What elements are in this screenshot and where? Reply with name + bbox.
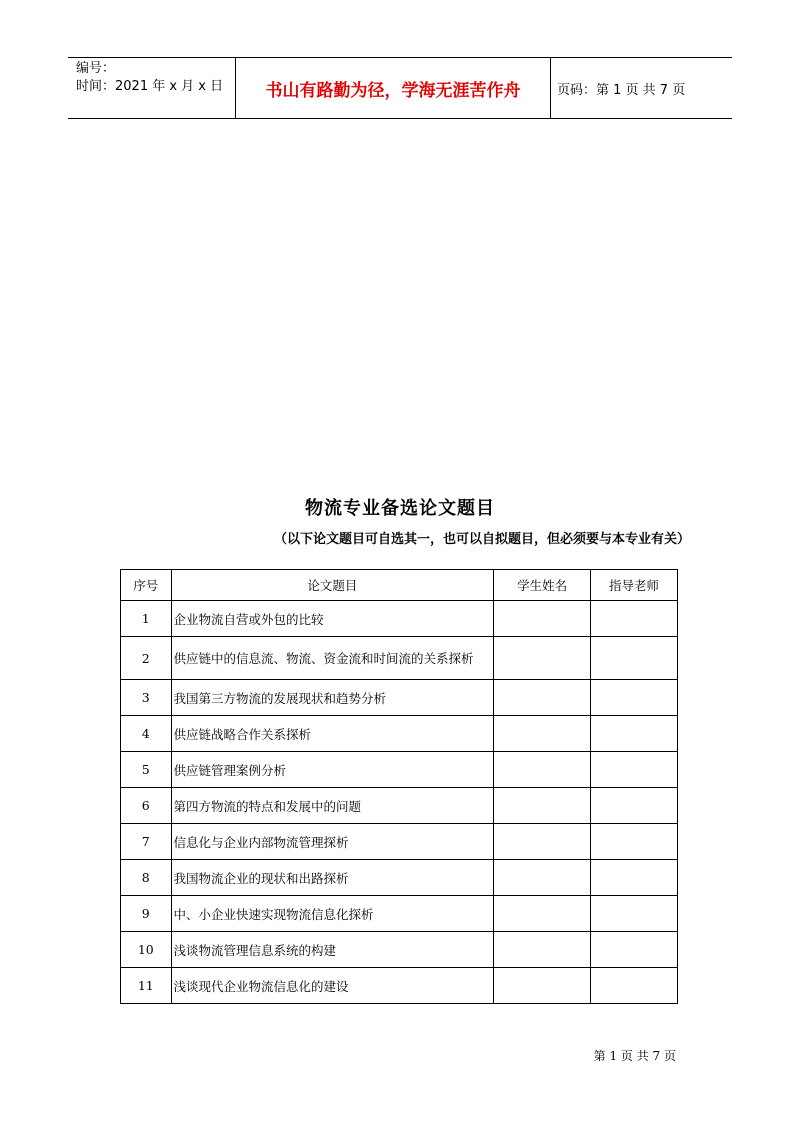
document-time-label: 时间：2021 年 x 月 x 日 (76, 79, 224, 94)
row-student (494, 932, 591, 968)
row-title: 供应链管理案例分析 (171, 752, 494, 788)
row-advisor (591, 896, 678, 932)
table-row (121, 601, 678, 637)
header-advisor: 指导老师 (591, 570, 678, 601)
topics-table (120, 569, 678, 1004)
row-title: 我国第三方物流的发展现状和趋势分析 (171, 680, 494, 716)
row-title: 信息化与企业内部物流管理探析 (171, 824, 494, 860)
document-number-label: 编号： (76, 61, 116, 76)
table-row (121, 896, 678, 932)
row-title: 我国物流企业的现状和出路探析 (171, 860, 494, 896)
table-row (121, 637, 678, 680)
header-number: 序号 (121, 570, 172, 601)
row-advisor (591, 932, 678, 968)
row-title: 第四方物流的特点和发展中的问题 (171, 788, 494, 824)
table-row (121, 752, 678, 788)
row-number: 5 (121, 752, 172, 788)
document-title: 物流专业备选论文题目 (305, 498, 495, 519)
row-number: 10 (121, 932, 172, 968)
row-student (494, 860, 591, 896)
row-advisor (591, 680, 678, 716)
document-subtitle: （以下论文题目可自选其一，也可以自拟题目，但必须要与本专业有关） (273, 532, 690, 547)
page-footer: 第 1 页 共 7 页 (593, 1049, 676, 1063)
row-student (494, 680, 591, 716)
row-student (494, 752, 591, 788)
row-advisor (591, 860, 678, 896)
row-title: 中、小企业快速实现物流信息化探析 (171, 896, 494, 932)
table-header-row (121, 570, 678, 601)
row-title: 浅谈物流管理信息系统的构建 (171, 932, 494, 968)
row-number: 4 (121, 716, 172, 752)
header-motto: 书山有路勤为径，学海无涯苦作舟 (236, 58, 551, 118)
row-title: 供应链中的信息流、物流、资金流和时间流的关系探析 (171, 637, 494, 680)
row-advisor (591, 968, 678, 1004)
header-student: 学生姓名 (494, 570, 591, 601)
table-row (121, 968, 678, 1004)
row-number: 9 (121, 896, 172, 932)
row-number: 7 (121, 824, 172, 860)
header-meta (68, 58, 236, 118)
table-row (121, 716, 678, 752)
row-student (494, 896, 591, 932)
row-number: 6 (121, 788, 172, 824)
table-row (121, 860, 678, 896)
row-advisor (591, 716, 678, 752)
row-title: 供应链战略合作关系探析 (171, 716, 494, 752)
row-student (494, 601, 591, 637)
row-advisor (591, 824, 678, 860)
row-advisor (591, 601, 678, 637)
row-number: 3 (121, 680, 172, 716)
row-number: 11 (121, 968, 172, 1004)
row-advisor (591, 637, 678, 680)
row-number: 8 (121, 860, 172, 896)
row-student (494, 788, 591, 824)
table-row (121, 788, 678, 824)
table-row (121, 680, 678, 716)
row-title: 企业物流自营或外包的比较 (171, 601, 494, 637)
page-header (68, 57, 732, 119)
table-row (121, 824, 678, 860)
row-student (494, 716, 591, 752)
header-page-label: 页码：第 1 页 共 7 页 (557, 82, 686, 98)
row-number: 2 (121, 637, 172, 680)
row-advisor (591, 788, 678, 824)
row-advisor (591, 752, 678, 788)
row-student (494, 637, 591, 680)
table-row (121, 932, 678, 968)
row-student (494, 968, 591, 1004)
row-title: 浅谈现代企业物流信息化的建设 (171, 968, 494, 1004)
row-number: 1 (121, 601, 172, 637)
header-title: 论文题目 (171, 570, 494, 601)
row-student (494, 824, 591, 860)
